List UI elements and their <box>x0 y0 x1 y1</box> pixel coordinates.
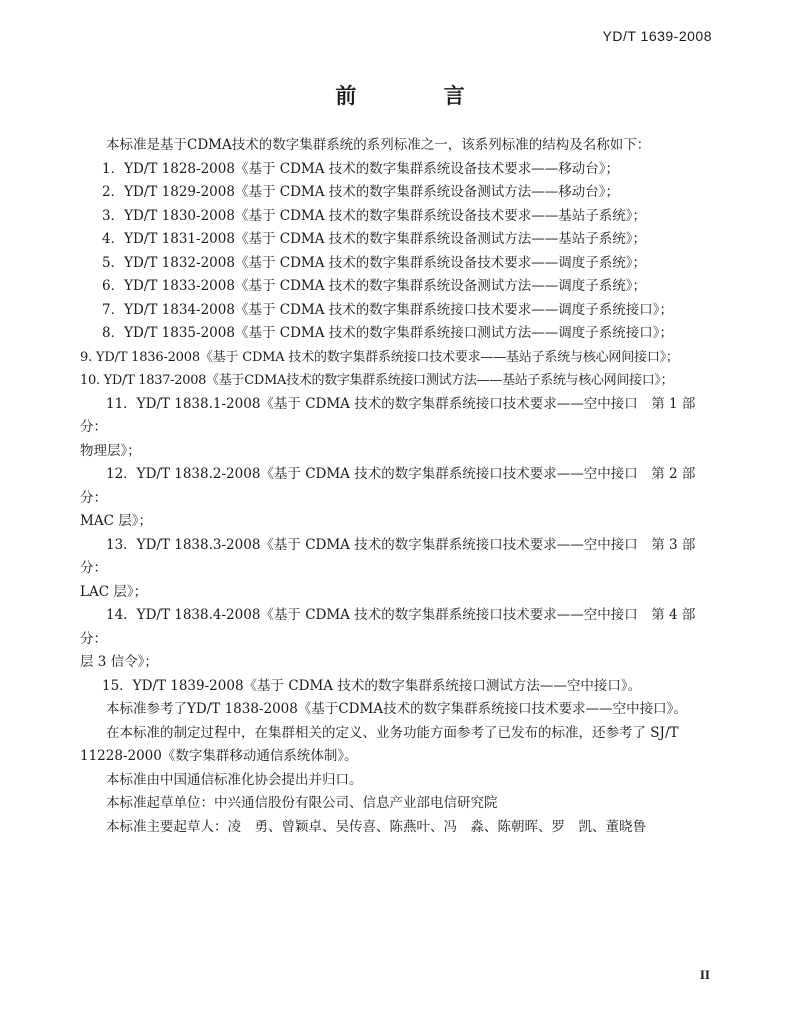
page-number: II <box>699 967 710 982</box>
reference-paragraph: 本标准参考了YD/T 1838-2008《基于CDMA技术的数字集群系统接口技术要求——空中接口》。 <box>106 701 687 717</box>
page-title: 前 言 <box>335 84 505 108</box>
list-item: 7．YD/T 1834-2008《基于 CDMA 技术的数字集群系统接口技术要求——调度子系统接口》； <box>102 301 674 318</box>
foreword-body <box>80 134 720 839</box>
intro-paragraph: 本标准是基于CDMA技术的数字集群系统的系列标准之一，该系列标准的结构及名称如下： <box>106 137 651 153</box>
document-code: YD/T 1639-2008 <box>602 28 712 44</box>
list-item: 13．YD/T 1838.3-2008《基于 CDMA 技术的数字集群系统接口技术要求——空中接口 第 3 部分： LAC 层》； <box>80 536 696 600</box>
list-item: 8．YD/T 1835-2008《基于 CDMA 技术的数字集群系统接口测试方法——调度子系统接口》； <box>102 325 674 341</box>
proposer-paragraph: 本标准由中国通信标准化协会提出并归口。 <box>106 771 363 788</box>
list-item: 2．YD/T 1829-2008《基于 CDMA 技术的数字集群系统设备测试方法——移动台》； <box>102 184 620 200</box>
list-item: 11．YD/T 1838.1-2008《基于 CDMA 技术的数字集群系统接口技术要求——空中接口 第 1 部分： 物理层》； <box>80 395 696 459</box>
list-item: 4．YD/T 1831-2008《基于 CDMA 技术的数字集群系统设备测试方法——基站子系统》； <box>102 231 647 247</box>
list-item: 5．YD/T 1832-2008《基于 CDMA 技术的数字集群系统设备技术要求——调度子系统》； <box>102 254 647 271</box>
list-item: 12．YD/T 1838.2-2008《基于 CDMA 技术的数字集群系统接口技术要求——空中接口 第 2 部分： MAC 层》； <box>80 466 696 529</box>
list-item: 14．YD/T 1838.4-2008《基于 CDMA 技术的数字集群系统接口技术要求——空中接口 第 4 部分： 层 3 信令》； <box>80 607 696 670</box>
standards-list <box>80 158 720 699</box>
list-item: 10. YD/T 1837-2008《基于CDMA技术的数字集群系统接口测试方法——基站子系统与核心网间接口》； <box>80 373 674 388</box>
list-item: 3．YD/T 1830-2008《基于 CDMA 技术的数字集群系统设备技术要求——基站子系统》； <box>102 207 647 224</box>
list-item: 15．YD/T 1839-2008《基于 CDMA 技术的数字集群系统接口测试方法——空中接口》。 <box>102 677 642 694</box>
list-item: 1．YD/T 1828-2008《基于 CDMA 技术的数字集群系统设备技术要求——移动台》； <box>102 160 620 177</box>
drafting-units: 本标准起草单位：中兴通信股份有限公司、信息产业部电信研究院 <box>106 795 498 811</box>
drafters: 本标准主要起草人：凌 勇、曾颖卓、吴传喜、陈燕叶、冯 淼、陈朝晖、罗 凯、董晓鲁 <box>106 818 646 835</box>
list-item: 9. YD/T 1836-2008《基于 CDMA 技术的数字集群系统接口技术要求——基站子系统与核心网间接口》； <box>80 349 679 365</box>
list-item: 6．YD/T 1833-2008《基于 CDMA 技术的数字集群系统设备测试方法——调度子系统》； <box>102 278 647 294</box>
drafting-paragraph: 在本标准的制定过程中，在集群相关的定义、业务功能方面参考了已发布的标准，还参考了 SJ/T 11228-2000《数字集群移动通信系统体制》。 <box>80 724 679 764</box>
